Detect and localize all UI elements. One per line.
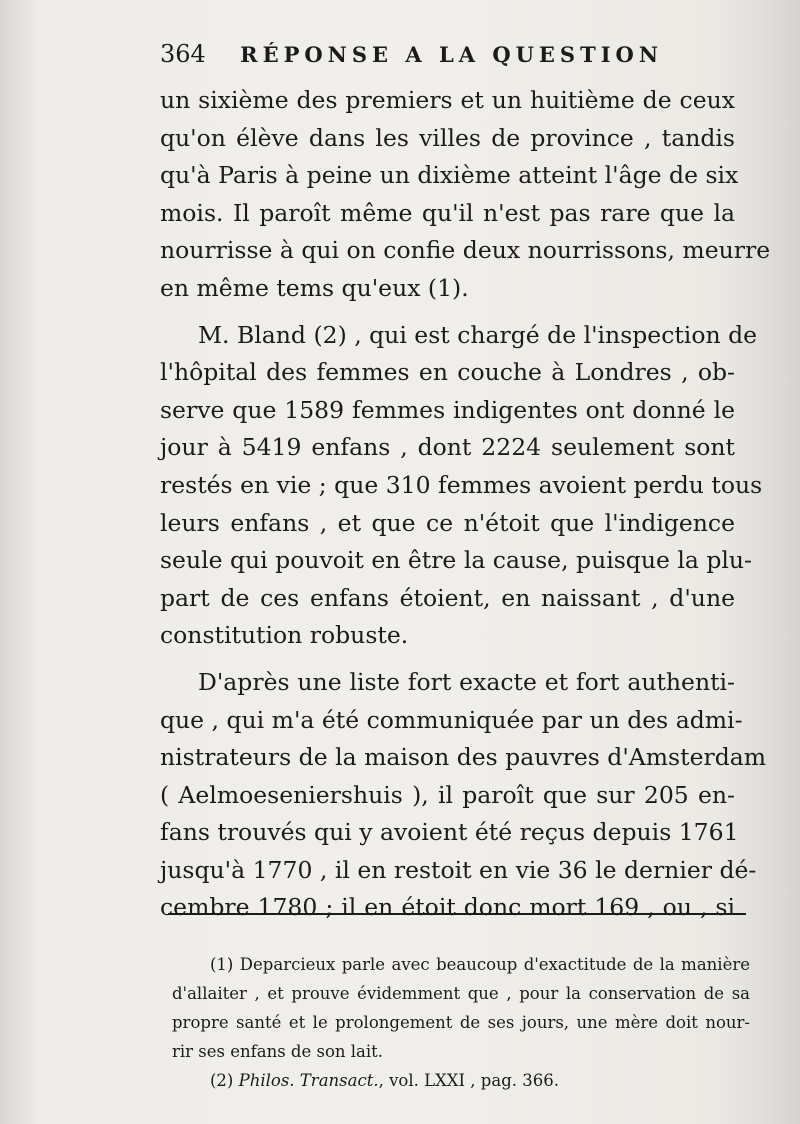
text-line: ( Aelmoeseniershuis ), il paroît que sur 205 en- [160,780,735,809]
footnote-line: (1) Deparcieux parle avec beaucoup d'exactitude de la manière [210,955,750,974]
paragraph-2 [160,317,763,655]
running-title: RÉPONSE A LA QUESTION [240,42,664,67]
body-text [160,82,771,927]
text-line: nourrisse à qui on confie deux nourrissons, meurre [160,236,771,265]
text-line: fans trouvés qui y avoient été reçus depuis 1761 [160,818,739,847]
footnote-divider [168,913,746,915]
text-line: leurs enfans , et que ce n'étoit que l'indigence [160,508,735,537]
text-line: cembre 1780 ; il en étoit donc mort 169 , ou , si [160,893,735,922]
text-line: l'hôpital des femmes en couche à Londres , ob- [160,358,735,387]
footnote-line: rir ses enfans de son lait. [172,1042,384,1061]
text-line: restés en vie ; que 310 femmes avoient perdu tous [160,470,763,499]
footnote-citation: , vol. LXXI , pag. 366. [378,1071,559,1090]
footnote-marker: (2) [210,1071,234,1090]
footnote-2 [172,1066,750,1095]
text-line: serve que 1589 femmes indigentes ont donné le [160,395,735,424]
paragraph-3 [160,664,767,927]
text-line: en même tems qu'eux (1). [160,273,469,302]
text-line: un sixième des premiers et un huitième de ceux [160,86,735,114]
text-line: mois. Il paroît même qu'il n'est pas rare que la [160,198,735,227]
footnote-line [172,1066,750,1095]
text-line: M. Bland (2) , qui est chargé de l'inspection de [198,320,758,349]
text-line: part de ces enfans étoient, en naissant , d'une [160,583,735,612]
text-line: nistrateurs de la maison des pauvres d'Amsterdam [160,743,767,772]
footnotes [172,950,750,1095]
text-line: seule qui pouvoit en être la cause, puisque la plu- [160,546,752,575]
text-line: qu'on élève dans les villes de province , tandis [160,123,735,152]
paragraph-1 [160,82,771,308]
footnote-source: Philos. Transact. [238,1071,379,1090]
footnote-1 [172,950,750,1066]
text-line: constitution robuste. [160,621,409,650]
text-line: que , qui m'a été communiquée par un des admi- [160,705,743,734]
page-number: 364 [160,40,206,68]
running-header [160,40,750,68]
footnote-line: propre santé et le prolongement de ses jours, une mère doit nour- [172,1013,750,1032]
footnote-line: d'allaiter , et prouve évidemment que , pour la conservation de sa [172,984,750,1003]
text-line: D'après une liste fort exacte et fort authenti- [198,667,735,696]
text-line: jour à 5419 enfans , dont 2224 seulement sont [160,433,735,462]
text-line: qu'à Paris à peine un dixième atteint l'âge de six [160,161,739,190]
text-line: jusqu'à 1770 , il en restoit en vie 36 le dernier dé- [160,855,757,884]
